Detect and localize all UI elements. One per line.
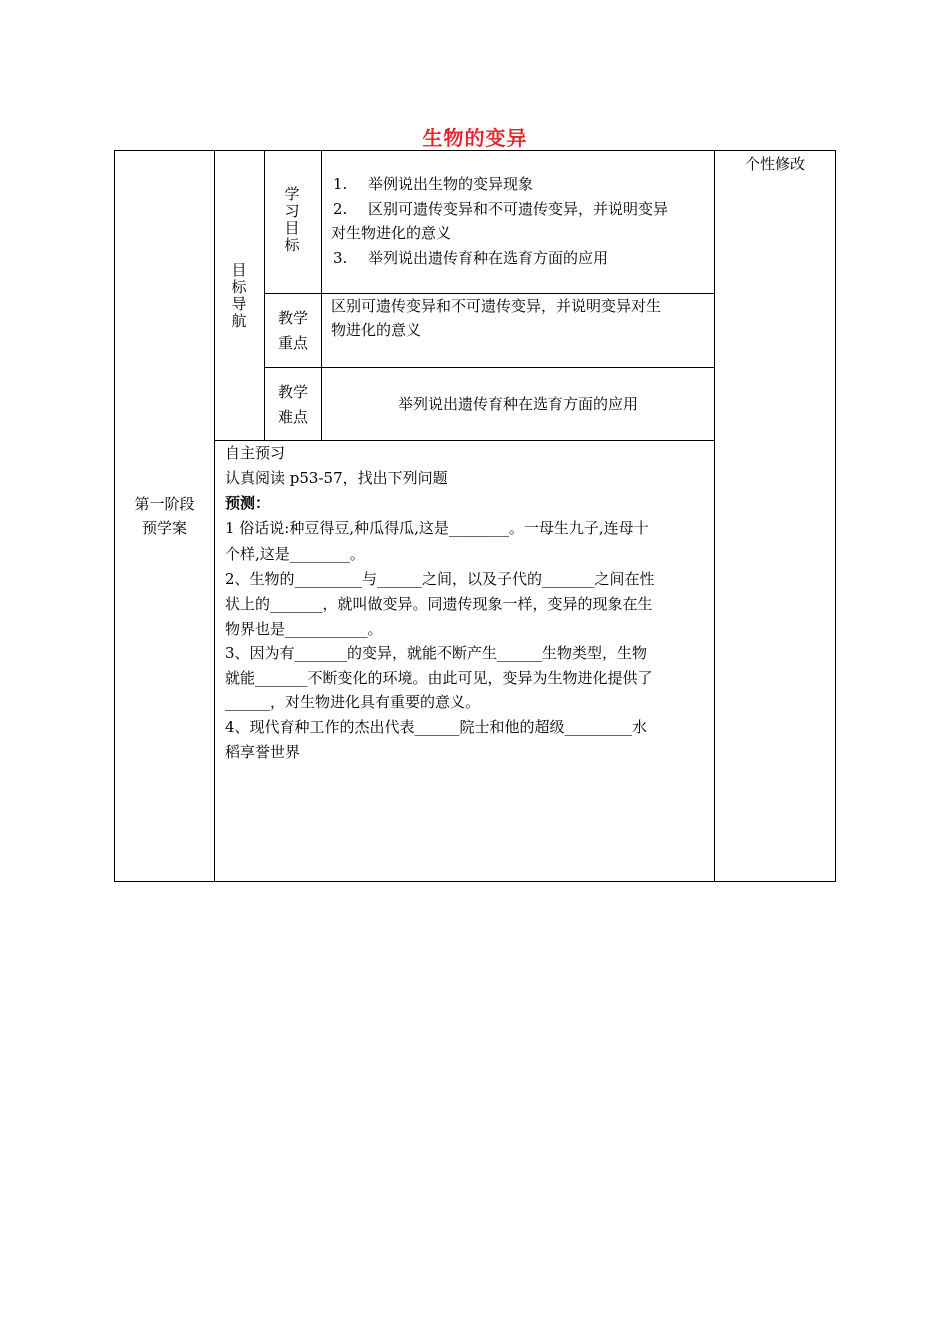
difficulty-text: 举列说出遗传育种在选育方面的应用 (397, 395, 638, 413)
goal-item: 区别可遗传变异和不可遗传变异，并说明变异 (368, 200, 669, 218)
goal-number: 1. (333, 175, 348, 193)
pretest-label: 预测： (225, 494, 271, 512)
question-line: 2、生物的_________与______之间，以及子代的_______之间在性 (225, 570, 655, 588)
key-point-text-line1: 区别可遗传变异和不可遗传变异，并说明变异对生 (331, 297, 662, 315)
goal-item: 举例说出生物的变异现象 (368, 175, 534, 193)
difficulty-label-line2: 难点 (277, 408, 308, 426)
key-point-text-line2: 物进化的意义 (331, 321, 422, 339)
goal-item: 举列说出遗传育种在选育方面的应用 (368, 249, 609, 267)
stage-label-line1: 第一阶段 (134, 495, 195, 513)
question-line: 1 俗话说:种豆得豆,种瓜得瓜,这是________。一母生九子,连母十 (225, 519, 649, 537)
goal-item-continued: 对生物进化的意义 (331, 224, 452, 242)
preview-heading: 自主预习 (225, 444, 286, 462)
question-line: 稻享誉世界 (225, 743, 301, 761)
question-line: ______，对生物进化具有重要的意义。 (225, 693, 481, 711)
reading-instruction: 认真阅读 p53-57，找出下列问题 (225, 469, 448, 487)
question-line: 个样,这是________。 (225, 545, 365, 563)
stage-label-line2: 预学案 (141, 519, 187, 537)
question-line: 3、因为有_______的变异，就能不断产生______生物类型，生物 (225, 644, 648, 662)
question-line: 物界也是___________。 (225, 620, 383, 638)
question-line: 状上的_______，就叫做变异。同遗传现象一样，变异的现象在生 (225, 595, 653, 613)
goal-number: 3. (333, 249, 348, 267)
key-point-label-line1: 教学 (277, 309, 308, 327)
personal-edit-label: 个性修改 (744, 155, 805, 173)
question-line: 就能_______不断变化的环境。由此可见，变异为生物进化提供了 (225, 669, 653, 687)
key-point-label-line2: 重点 (277, 334, 308, 352)
goal-number: 2. (333, 200, 348, 218)
question-line: 4、现代育种工作的杰出代表______院士和他的超级_________水 (225, 718, 648, 736)
difficulty-label-line1: 教学 (277, 383, 308, 401)
page-title: 生物的变异 (422, 126, 528, 150)
